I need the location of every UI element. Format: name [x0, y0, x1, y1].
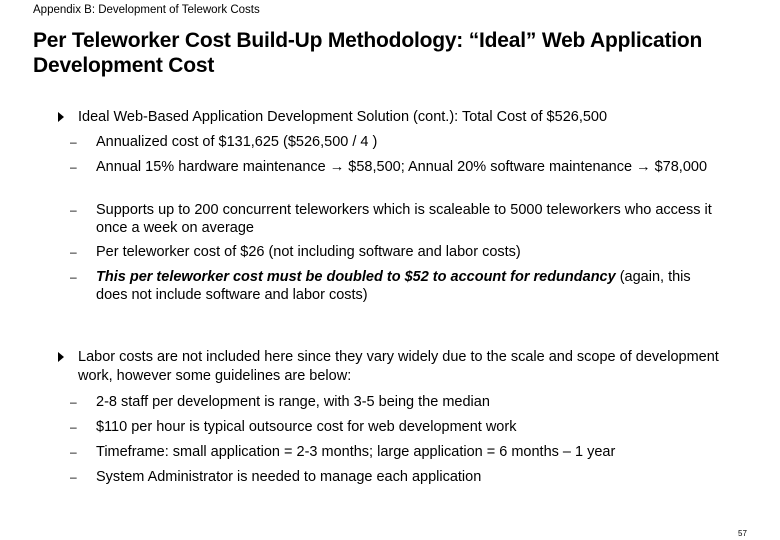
- bullet-text: Ideal Web-Based Application Development Solution (cont.): Total Cost of $526,500: [78, 109, 608, 125]
- arrow-right-icon: →: [636, 159, 651, 175]
- sub-text-part: $78,000: [650, 159, 708, 175]
- sub-text: $110 per hour is typical outsource cost for web development work: [96, 419, 517, 435]
- sub-item: [70, 468, 720, 486]
- sub-text: Timeframe: small application = 2-3 months; large application = 6 months – 1 year: [96, 444, 616, 460]
- sub-text-part: (again, this does not include software and labor costs): [96, 269, 691, 303]
- appendix-label: Appendix B: Development of Telework Costs: [33, 4, 260, 16]
- dash-marker: –: [70, 245, 77, 259]
- dash-marker: –: [70, 160, 77, 174]
- triangle-bullet-icon: [58, 348, 70, 362]
- page-title: Per Teleworker Cost Build-Up Methodology: “Ideal” Web Application Development Cost: [33, 29, 703, 77]
- sub-text: [96, 158, 720, 176]
- sub-item: [70, 418, 720, 436]
- sub-text: [96, 268, 720, 304]
- page-number: 57: [738, 529, 747, 538]
- bullet-text: Labor costs are not included here since they vary widely due to the scale and scope of development work, however some guidelines are below:: [78, 349, 719, 384]
- bullet-item: [58, 348, 738, 386]
- sub-text: Per teleworker cost of $26 (not including software and labor costs): [96, 244, 521, 260]
- sub-text: 2-8 staff per development is range, with 3-5 being the median: [96, 394, 490, 410]
- sub-text: Annualized cost of $131,625 ($526,500 / 4 ): [96, 134, 378, 150]
- sub-item: [70, 243, 720, 261]
- sub-item: [70, 201, 720, 237]
- dash-marker: –: [70, 470, 77, 484]
- dash-marker: –: [70, 135, 77, 149]
- dash-marker: –: [70, 203, 77, 217]
- sub-text: Supports up to 200 concurrent teleworkers which is scaleable to 5000 teleworkers who access it once a week on average: [96, 202, 712, 236]
- sub-text-part: $58,500; Annual 20% software maintenance: [344, 159, 637, 175]
- sub-item: [70, 443, 720, 461]
- dash-marker: –: [70, 270, 77, 284]
- dash-marker: –: [70, 420, 77, 434]
- dash-marker: –: [70, 445, 77, 459]
- sub-item: [70, 268, 720, 304]
- sub-text: System Administrator is needed to manage each application: [96, 469, 482, 485]
- arrow-right-icon: →: [329, 159, 345, 175]
- sub-text-part: Annual 15% hardware maintenance: [96, 159, 330, 175]
- sub-item: [70, 158, 720, 176]
- sub-item: [70, 133, 720, 151]
- sub-item: [70, 393, 720, 411]
- bullet-item: [58, 108, 738, 127]
- emphasis-text: This per teleworker cost must be doubled to $52 to account for redundancy: [96, 269, 616, 285]
- dash-marker: –: [70, 395, 77, 409]
- triangle-bullet-icon: [58, 108, 70, 122]
